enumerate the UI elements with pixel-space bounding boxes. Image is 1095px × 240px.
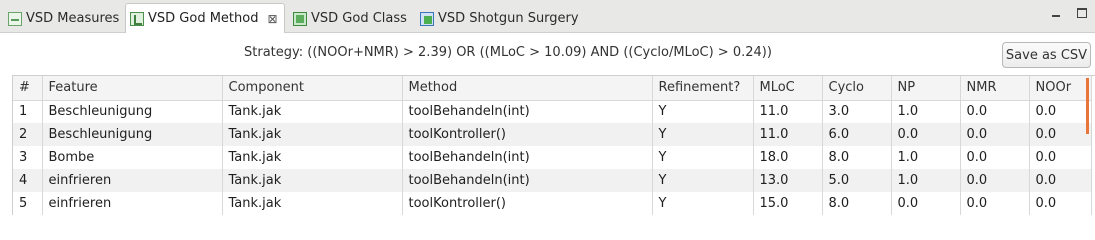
- table-cell: 0.0: [960, 192, 1029, 215]
- column-header[interactable]: NMR: [960, 76, 1029, 100]
- table-cell: Y: [652, 146, 753, 169]
- table-cell: 4: [13, 169, 42, 192]
- shotgun-surgery-icon: [420, 12, 434, 26]
- tab-vsd-measures[interactable]: [4, 4, 125, 33]
- table-cell: 1.0: [891, 146, 960, 169]
- column-header[interactable]: NOOr: [1029, 76, 1091, 100]
- table-cell: einfrieren: [42, 169, 222, 192]
- table-cell: Bombe: [42, 146, 222, 169]
- view-tab-bar: [0, 0, 1095, 33]
- maximize-icon[interactable]: [1077, 8, 1087, 18]
- table-cell: Y: [652, 169, 753, 192]
- table-row[interactable]: [13, 192, 1091, 215]
- tab-label: VSD Shotgun Surgery: [438, 11, 579, 26]
- table-cell: 0.0: [1029, 100, 1091, 123]
- measures-icon: [8, 12, 22, 26]
- table-cell: Y: [652, 123, 753, 146]
- close-icon[interactable]: ⊠: [267, 11, 278, 26]
- table-cell: 1.0: [891, 100, 960, 123]
- table-cell: Y: [652, 100, 753, 123]
- table-cell: 0.0: [960, 169, 1029, 192]
- table-cell: 0.0: [891, 192, 960, 215]
- table-cell: toolBehandeln(int): [402, 146, 652, 169]
- table-cell: Tank.jak: [222, 123, 402, 146]
- column-header[interactable]: Component: [222, 76, 402, 100]
- table-cell: Beschleunigung: [42, 100, 222, 123]
- table-row[interactable]: [13, 123, 1091, 146]
- strategy-label: Strategy: ((NOOr+NMR) > 2.39) OR ((MLoC > 10.09) AND ((Cyclo/MLoC) > 0.24)): [244, 45, 772, 60]
- table-cell: einfrieren: [42, 192, 222, 215]
- tab-vsd-god-method[interactable]: [125, 3, 285, 33]
- table-cell: 15.0: [753, 192, 822, 215]
- column-header[interactable]: MLoC: [753, 76, 822, 100]
- table-cell: Tank.jak: [222, 146, 402, 169]
- table-cell: 5: [13, 192, 42, 215]
- table-cell: Y: [652, 192, 753, 215]
- table-cell: toolBehandeln(int): [402, 100, 652, 123]
- table-cell: 0.0: [960, 146, 1029, 169]
- table-cell: 0.0: [1029, 123, 1091, 146]
- view-controls: [1051, 8, 1087, 18]
- table-cell: Tank.jak: [222, 192, 402, 215]
- table-cell: toolBehandeln(int): [402, 169, 652, 192]
- table-cell: 3: [13, 146, 42, 169]
- table-cell: 11.0: [753, 100, 822, 123]
- god-class-icon: [293, 12, 307, 26]
- table-body: [13, 100, 1091, 215]
- column-header[interactable]: Feature: [42, 76, 222, 100]
- table-cell: 11.0: [753, 123, 822, 146]
- tab-vsd-shotgun-surgery[interactable]: [416, 4, 585, 33]
- column-header[interactable]: NP: [891, 76, 960, 100]
- table-cell: 0.0: [1029, 146, 1091, 169]
- table-cell: 0.0: [891, 123, 960, 146]
- table-cell: 2: [13, 123, 42, 146]
- save-as-csv-button[interactable]: Save as CSV: [1002, 42, 1091, 68]
- table-cell: 0.0: [960, 100, 1029, 123]
- table-cell: 8.0: [822, 192, 891, 215]
- table-cell: 0.0: [1029, 169, 1091, 192]
- table-cell: toolKontroller(): [402, 192, 652, 215]
- column-header[interactable]: Cyclo: [822, 76, 891, 100]
- tab-label: VSD God Class: [311, 11, 407, 26]
- table-cell: 0.0: [1029, 192, 1091, 215]
- column-header[interactable]: #: [13, 76, 42, 100]
- table-cell: Beschleunigung: [42, 123, 222, 146]
- table-cell: 8.0: [822, 146, 891, 169]
- table-cell: 5.0: [822, 169, 891, 192]
- table-cell: 6.0: [822, 123, 891, 146]
- tab-label: VSD God Method: [148, 11, 259, 26]
- table-row[interactable]: [13, 169, 1091, 192]
- table-cell: 0.0: [960, 123, 1029, 146]
- table-cell: 3.0: [822, 100, 891, 123]
- tab-label: VSD Measures: [26, 11, 120, 26]
- minimize-icon[interactable]: [1051, 8, 1061, 18]
- table-cell: 13.0: [753, 169, 822, 192]
- tab-vsd-god-class[interactable]: [289, 4, 413, 33]
- table-cell: 18.0: [753, 146, 822, 169]
- table-row[interactable]: [13, 100, 1091, 123]
- table-cell: 1: [13, 100, 42, 123]
- results-table[interactable]: [12, 75, 1095, 215]
- column-header[interactable]: Method: [402, 76, 652, 100]
- scroll-indicator[interactable]: [1086, 78, 1089, 134]
- table-cell: Tank.jak: [222, 169, 402, 192]
- table-row[interactable]: [13, 146, 1091, 169]
- god-method-icon: [130, 12, 144, 26]
- table-header: [13, 76, 1091, 100]
- table-cell: 1.0: [891, 169, 960, 192]
- table-cell: toolKontroller(): [402, 123, 652, 146]
- table-cell: Tank.jak: [222, 100, 402, 123]
- column-header[interactable]: Refinement?: [652, 76, 753, 100]
